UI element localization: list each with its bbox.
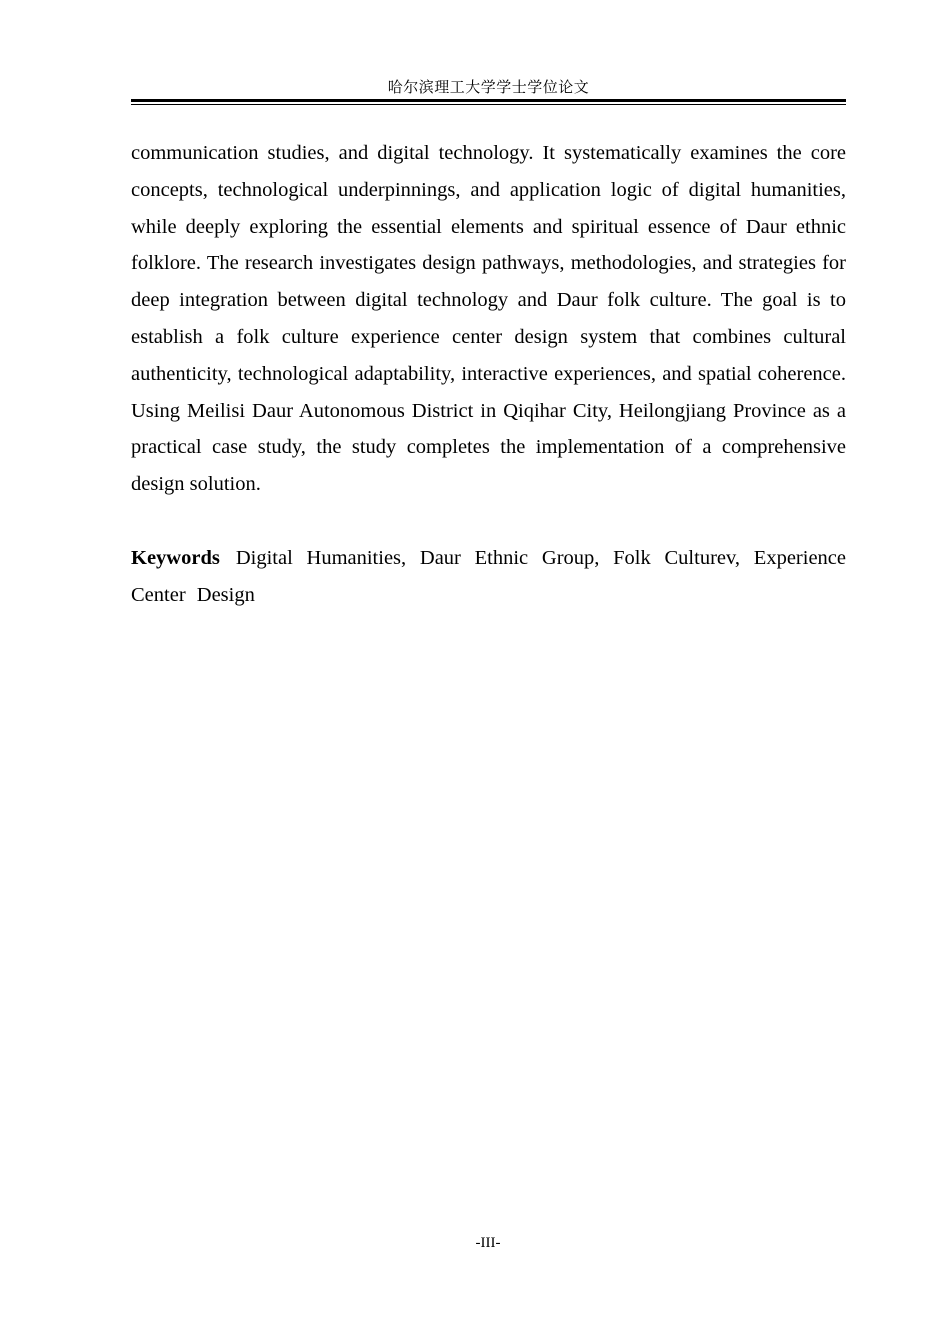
header-rule-thin — [131, 104, 846, 105]
page-number: -III- — [475, 1235, 501, 1251]
keywords-label: Keywords — [131, 547, 220, 569]
keywords-block — [131, 540, 846, 614]
keywords-text: Digital Humanities, Daur Ethnic Group, Folk Culturev, Experience Center Design — [131, 547, 846, 606]
running-header: 哈尔滨理工大学学士学位论文 — [387, 80, 590, 96]
abstract-paragraph: communication studies, and digital technology. It systematically examines the core concepts, technological underpinnings, and application logic of digital humanities, while deeply exploring the essential elements and spiritual essence of Daur ethnic folklore. The research investigates design pathways, methodologies, and strategies for deep integration between digital technology and Daur folk culture. The goal is to establish a folk culture experience center design system that combines cultural authenticity, technological adaptability, interactive experiences, and spatial coherence. Using Meilisi Daur Autonomous District in Qiqihar City, Heilongjiang Province as a practical case study, the study completes the implementation of a comprehensive design solution. — [131, 142, 846, 496]
header-rule-thick — [131, 99, 846, 102]
